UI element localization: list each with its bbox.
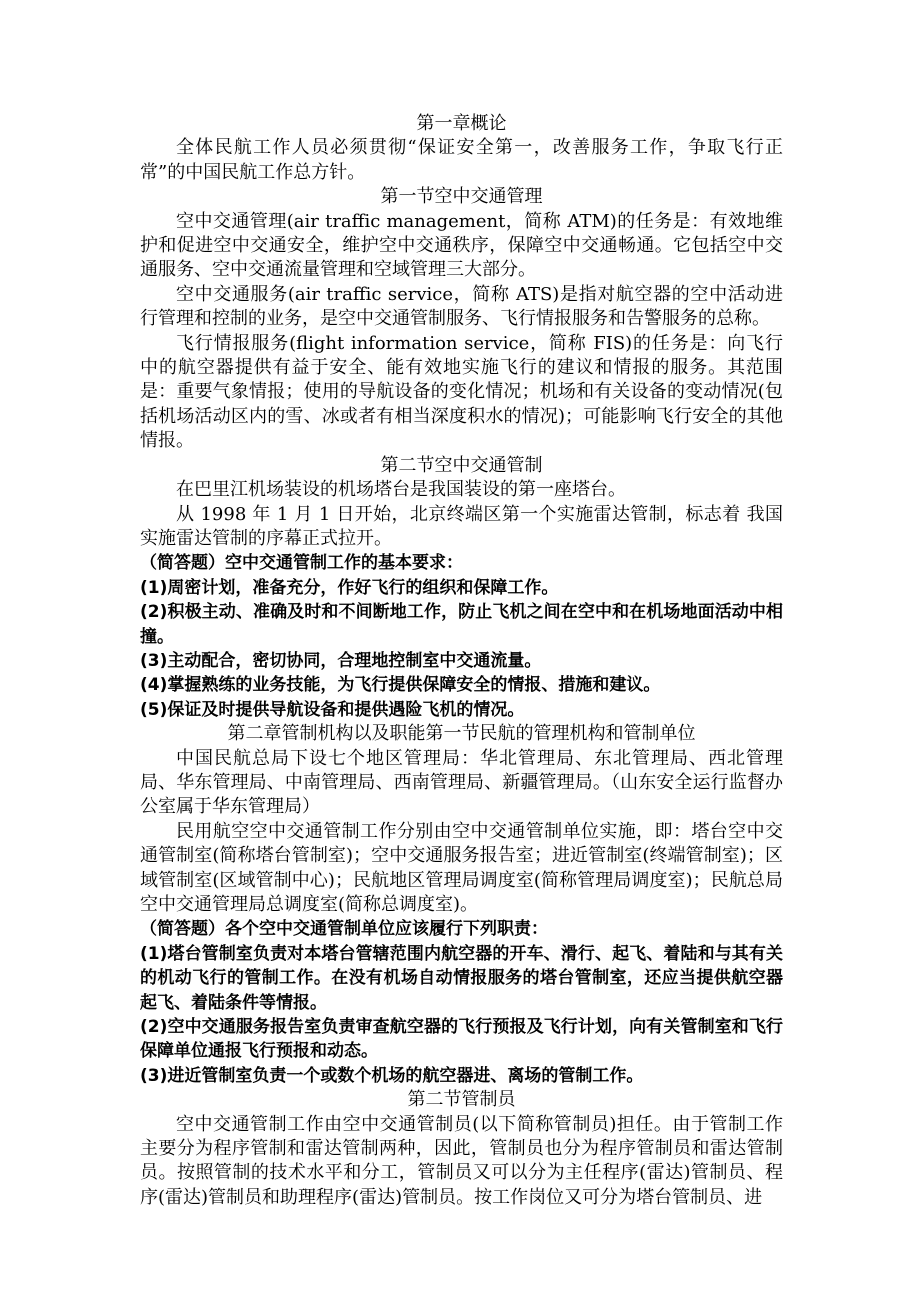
question-2-heading: （简答题）各个空中交通管制单位应该履行下列职责：	[140, 919, 548, 940]
section-1-title: 第一节空中交通管理	[380, 186, 543, 208]
section-1-paragraph-fis: 飞行情报服务(flight information service，简称 FIS)的任务是：向飞行中的航空器提供有益于安全、能有效地实施飞行的建议和情报的服务。其范围是：重要气象情报；使用的导航设备的变化情况；机场和有关设备的变动情况(包括机场活动区内的雪、冰或者有相当深度积水的情况)；可能影响飞行安全的其他情报。	[140, 332, 783, 452]
section-1-paragraph-ats: 空中交通服务(air traffic service，简称 ATS)是指对航空器的空中活动进行管理和控制的业务，是空中交通管制服务、飞行情报服务和告警服务的总称。	[140, 283, 783, 330]
section-1-paragraph-atm: 空中交通管理(air traffic management，简称 ATM)的任务是：有效地维护和促进空中交通安全，维护空中交通秩序，保障空中交通畅通。它包括空中交通服务、空中交通流量管理和空域管理三大部分。	[140, 210, 783, 281]
question-1-item: (3)主动配合，密切协同，合理地控制室中交通流量。	[140, 650, 542, 671]
question-1-item: (2)积极主动、准确及时和不间断地工作，防止飞机之间在空中和在机场地面活动中相撞。	[140, 602, 783, 647]
section-3-paragraph-controllers: 空中交通管制工作由空中交通管制员(以下简称管制员)担任。由于管制工作主要分为程序管制和雷达管制两种，因此，管制员也分为程序管制员和雷达管制员。按照管制的技术水平和分工，管制员又可以分为主任程序(雷达)管制员、程序(雷达)管制员和助理程序(雷达)管制员。按工作岗位又可分为塔台管制员、进	[140, 1113, 783, 1208]
question-1-heading: （简答题）空中交通管制工作的基本要求：	[140, 553, 463, 574]
chapter-1-intro: 全体民航工作人员必须贯彻“保证安全第一，改善服务工作，争取飞行正常”的中国民航工作总方针。	[140, 137, 783, 183]
document-page	[140, 112, 783, 1210]
question-2-item: (3)进近管制室负责一个或数个机场的航空器进、离场的管制工作。	[140, 1065, 644, 1086]
section-2-title: 第二节空中交通管制	[380, 454, 543, 476]
section-2-paragraph-tower: 在巴里江机场装设的机场塔台是我国装设的第一座塔台。	[176, 479, 626, 501]
section-2-paragraph-radar: 从 1998 年 1 月 1 日开始，北京终端区第一个实施雷达管制，标志着 我国实施雷达管制的序幕正式拉开。	[140, 503, 783, 549]
question-2-item: (2)空中交通服务报告室负责审查航空器的飞行预报及飞行计划，向有关管制室和飞行保障单位通报飞行预报和动态。	[140, 1017, 783, 1062]
chapter-1-title: 第一章概论	[416, 113, 507, 134]
chapter-2-paragraph-regions: 中国民航总局下设七个地区管理局：华北管理局、东北管理局、西北管理局、华东管理局、中南管理局、西南管理局、新疆管理局。（山东安全运行监督办公室属于华东管理局）	[140, 747, 783, 818]
chapter-2-paragraph-units: 民用航空空中交通管制工作分别由空中交通管制单位实施，即：塔台空中交通管制室(简称塔台管制室)；空中交通服务报告室；进近管制室(终端管制室)；区域管制室(区域管制中心)；民航地区管理局调度室(简称管理局调度室)；民航总局空中交通管理局总调度室(简称总调度室)。	[140, 820, 783, 915]
question-1-item: (4)掌握熟练的业务技能，为飞行提供保障安全的情报、措施和建议。	[140, 675, 661, 696]
chapter-2-title: 第二章管制机构以及职能第一节民航的管理机构和管制单位	[227, 723, 696, 745]
question-1-item: (5)保证及时提供导航设备和提供遇险飞机的情况。	[140, 699, 525, 720]
question-2-item: (1)塔台管制室负责对本塔台管辖范围内航空器的开车、滑行、起飞、着陆和与其有关的机动飞行的管制工作。在没有机场自动情报服务的塔台管制室，还应当提供航空器起飞、着陆条件等情报。	[140, 943, 783, 1013]
question-1-item: (1)周密计划，准备充分，作好飞行的组织和保障工作。	[140, 577, 559, 598]
section-3-title: 第二节管制员	[407, 1089, 516, 1111]
